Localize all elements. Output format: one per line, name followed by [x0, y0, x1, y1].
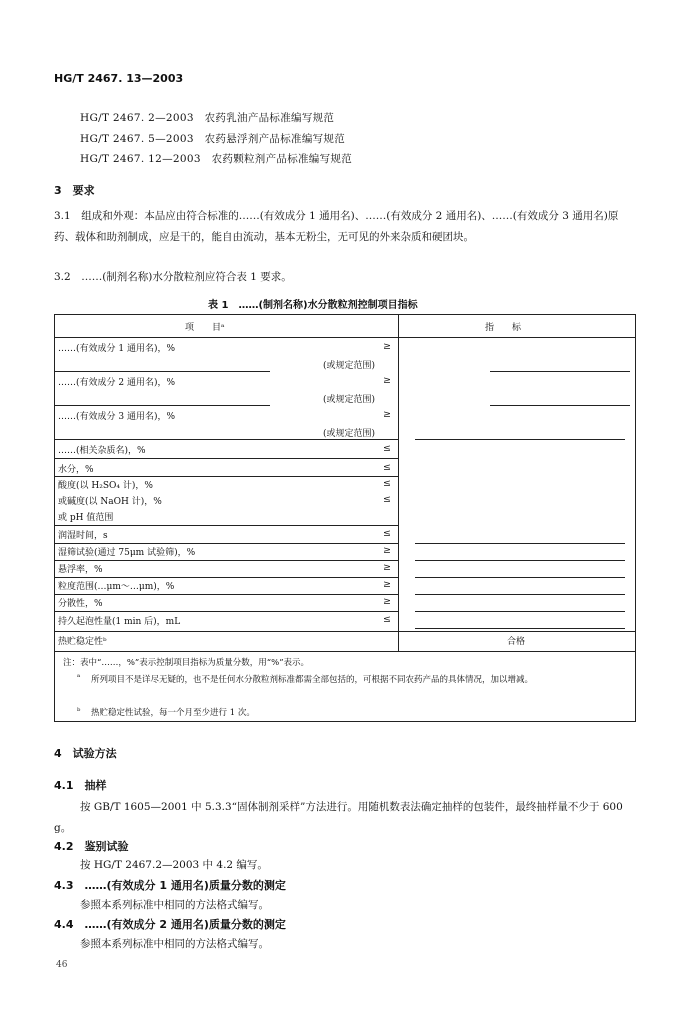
table-rule	[55, 458, 398, 459]
table-header-item: 项 目ᵃ	[185, 323, 225, 333]
table-row-label: 或 pH 值范围	[58, 513, 114, 523]
subsection-heading: 4.3 ……(有效成分 1 通用名)质量分数的测定	[54, 879, 286, 892]
table-row-label: 润湿时间，s	[58, 531, 108, 541]
table-row-label: ……(有效成分 2 通用名)，%	[58, 378, 176, 388]
paragraph-4-2: 按 HG/T 2467.2—2003 中 4.2 编写。	[80, 859, 268, 871]
value-blank	[415, 577, 625, 578]
table-row-label: ……(有效成分 3 通用名)，%	[58, 412, 176, 422]
table-row-label: 悬浮率，%	[58, 565, 103, 575]
table-row-label: 水分，%	[58, 465, 94, 475]
value-blank	[490, 371, 630, 372]
table-row-label: ……(相关杂质名)，%	[58, 446, 146, 456]
footnote-a: 所列项目不是详尽无疑的，也不是任何水分散粒剂标准都需全部包括的，可根据不同农药产品的具体情况，加以增减。	[91, 675, 534, 685]
table-rule	[55, 439, 398, 440]
requirements-table	[54, 314, 636, 722]
table-rule	[55, 371, 270, 372]
table-row-label: 持久起泡性量(1 min 后)，mL	[58, 617, 181, 627]
table-note: 注：表中“……，%”表示控制项目指标为质量分数，用“%”表示。	[63, 658, 310, 668]
value-blank	[415, 628, 625, 629]
footnote-b: 热贮稳定性试验，每一个月至少进行 1 次。	[91, 708, 255, 718]
section-heading: 3 要求	[54, 184, 95, 197]
table-rule	[55, 405, 270, 406]
subsection-heading: 4.1 抽样	[54, 779, 107, 792]
table-rule	[55, 337, 635, 338]
paragraph-3-2: 3.2 ……(制剂名称)水分散粒剂应符合表 1 要求。	[54, 271, 292, 283]
table-caption: 表 1 ……(制剂名称)水分散粒剂控制项目指标	[208, 300, 418, 311]
paragraph-4-3: 参照本系列标准中相同的方法格式编写。	[80, 899, 269, 911]
table-row-label: 酸度(以 H₂SO₄ 计)，%	[58, 481, 153, 491]
table-rule	[55, 577, 398, 578]
footnote-mark-a: ᵃ	[77, 673, 81, 683]
table-rule	[55, 543, 398, 544]
table-row-sym: ≥	[383, 562, 391, 573]
table-row-label: 热贮稳定性ᵇ	[58, 637, 107, 647]
table-rule	[55, 560, 398, 561]
table-row-sym: ≥	[383, 409, 391, 420]
table-row-sym: ≥	[383, 579, 391, 590]
value-blank	[490, 405, 630, 406]
value-blank	[415, 560, 625, 561]
table-row-sym: ≥	[383, 341, 391, 352]
table-rule	[55, 631, 635, 632]
table-row-sub: (或规定范围)	[323, 361, 376, 371]
table-row-sym: ≥	[383, 596, 391, 607]
table-row-sub: (或规定范围)	[323, 429, 376, 439]
page-number: 46	[56, 960, 68, 970]
section-heading: 4 试验方法	[54, 747, 117, 760]
value-blank	[415, 594, 625, 595]
table-rule	[55, 611, 398, 612]
value-blank	[415, 611, 625, 612]
reference-item: HG/T 2467. 12—2003 农药颗粒剂产品标准编写规范	[80, 153, 353, 165]
table-row-sym: ≤	[383, 528, 391, 539]
table-row-label: 粒度范围(…μm～…μm)，%	[58, 582, 175, 592]
table-row-sym: ≤	[383, 443, 391, 454]
table-row-label: 或碱度(以 NaOH 计)，%	[58, 497, 162, 507]
value-blank	[415, 543, 625, 544]
table-row-sym: ≥	[383, 375, 391, 386]
table-header-index: 指 标	[485, 323, 522, 333]
footnote-mark-b: ᵇ	[77, 707, 81, 717]
table-rule	[55, 476, 398, 477]
reference-item: HG/T 2467. 2—2003 农药乳油产品标准编写规范	[80, 112, 335, 124]
table-row-sym: ≤	[383, 462, 391, 473]
table-row-label: 湿筛试验(通过 75μm 试验筛)，%	[58, 548, 196, 558]
reference-item: HG/T 2467. 5—2003 农药悬浮剂产品标准编写规范	[80, 133, 346, 145]
paragraph-4-4: 参照本系列标准中相同的方法格式编写。	[80, 938, 269, 950]
table-row-sub: (或规定范围)	[323, 395, 376, 405]
paragraph-4-1: 按 GB/T 1605—2001 中 5.3.3“固体制剂采样”方法进行。用随机数表法确定抽样的包装件，最终抽样量不少于 600 g。	[54, 801, 623, 834]
table-rule	[55, 594, 398, 595]
paragraph-3-1: 3.1 组成和外观：本品应由符合标准的……(有效成分 1 通用名)、……(有效成分 2 通用名)、……(有效成分 3 通用名)原药、载体和助剂制成，应是干的，能自由流动，基本无粉尘，无可见的外来杂质和硬团块。	[54, 210, 619, 243]
table-rule	[55, 525, 398, 526]
table-rule	[55, 651, 635, 652]
table-column-divider	[398, 315, 399, 652]
subsection-heading: 4.2 鉴别试验	[54, 840, 129, 853]
table-row-sym: ≤	[383, 614, 391, 625]
table-row-sym: ≤	[383, 494, 391, 505]
table-row-value: 合格	[507, 637, 526, 647]
subsection-heading: 4.4 ……(有效成分 2 通用名)质量分数的测定	[54, 918, 286, 931]
document-header: HG/T 2467. 13—2003	[54, 72, 184, 85]
table-row-label: ……(有效成分 1 通用名)，%	[58, 344, 176, 354]
table-row-sym: ≥	[383, 545, 391, 556]
table-row-sym: ≤	[383, 478, 391, 489]
value-blank	[415, 439, 625, 440]
table-row-label: 分散性，%	[58, 599, 103, 609]
